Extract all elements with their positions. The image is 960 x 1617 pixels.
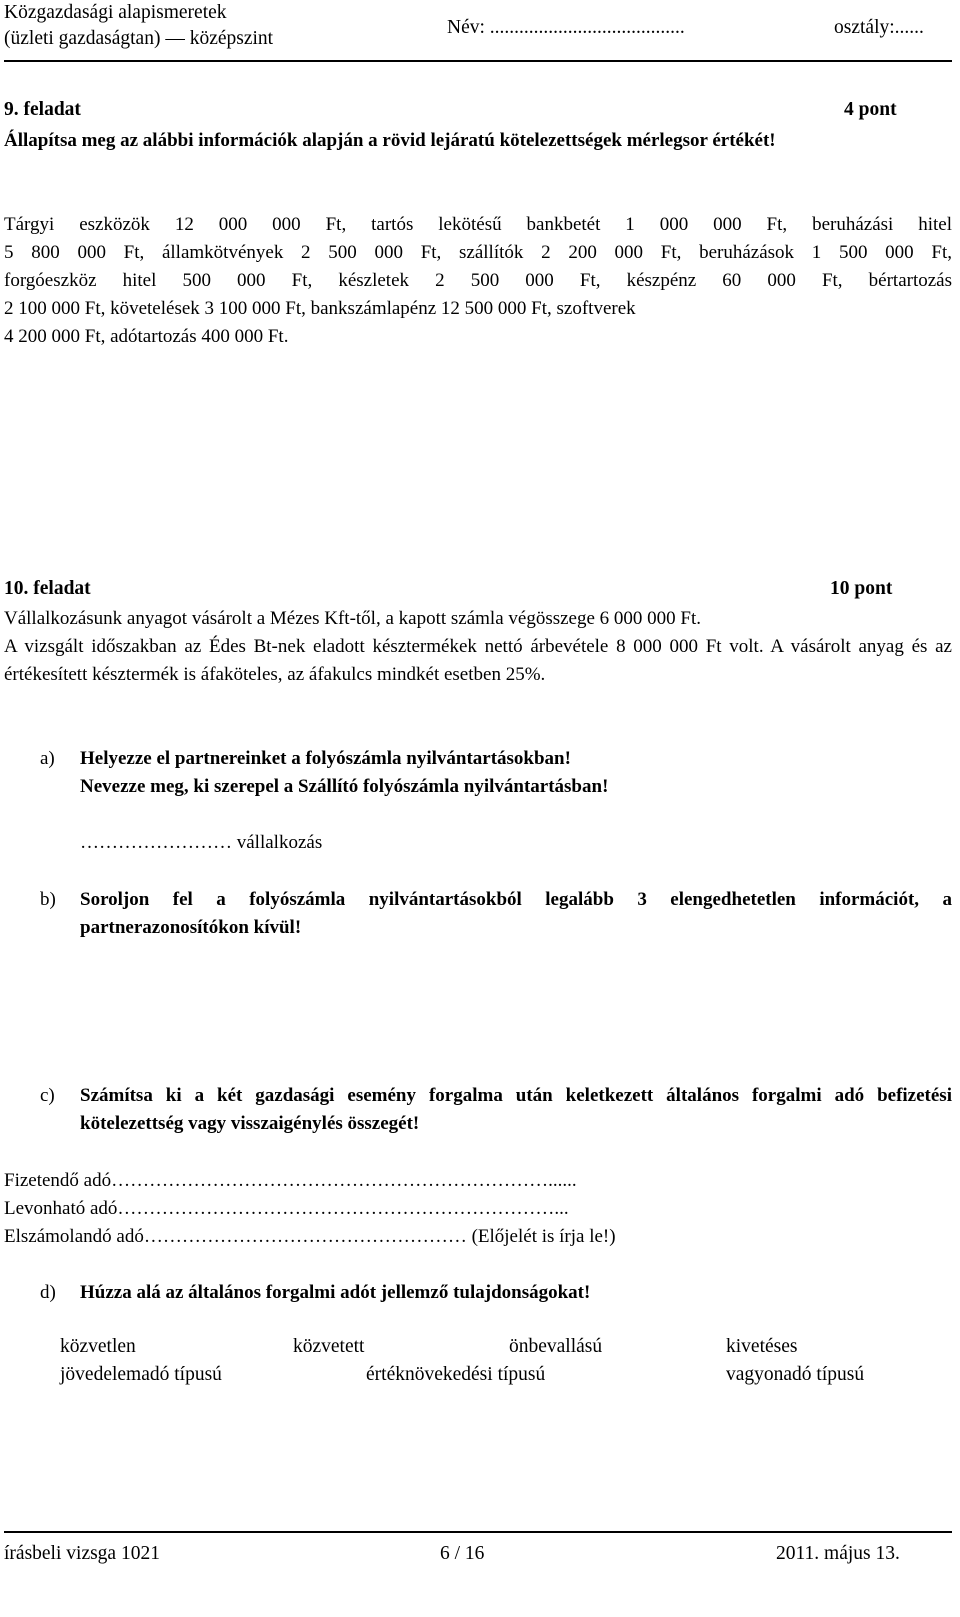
footer-page-number: 6 / 16: [440, 1543, 485, 1564]
item-c-text: Számítsa ki a két gazdasági esemény forgalma után keletkezett általános forgalmi adó befizetési kötelezettség vagy visszaigénylés összegét!: [80, 1085, 952, 1134]
task10-points: 10 pont: [830, 578, 893, 599]
item-a-line2: Nevezze meg, ki szerepel a Szállító folyószámla nyilvántartásban!: [80, 776, 609, 797]
task9-data-line: 2 100 000 Ft, követelések 3 100 000 Ft, bankszámlapénz 12 500 000 Ft, szoftverek: [4, 298, 636, 319]
item-b-text: Soroljon fel a folyószámla nyilvántartásokból legalább 3 elengedhetetlen információt, a partnerazonosítókon kívül!: [80, 889, 952, 938]
option-word: önbevallású: [509, 1336, 603, 1357]
task10-item-b: [40, 886, 952, 942]
item-b-label: b): [40, 889, 56, 910]
task9-data-line: Tárgyi eszközök 12 000 000 Ft, tartós lekötésű bankbetét 1 000 000 Ft, beruházási hitel: [4, 214, 952, 235]
task9-title: 9. feladat: [4, 99, 81, 120]
subject-title: [4, 0, 273, 52]
subject-line-1: Közgazdasági alapismeretek: [4, 2, 227, 23]
task10-item-d: [40, 1279, 952, 1307]
tax-payable-line: Fizetendő adó……………………………………………………………......: [4, 1170, 577, 1191]
task10-title: 10. feladat: [4, 578, 91, 599]
option-word: jövedelemadó típusú: [60, 1364, 222, 1385]
item-a-line1: Helyezze el partnereinket a folyószámla nyilvántartásokban!: [80, 748, 571, 769]
task9-data-line: 4 200 000 Ft, adótartozás 400 000 Ft.: [4, 326, 289, 347]
option-word: közvetett: [293, 1336, 365, 1357]
task9-data-line: forgóeszköz hitel 500 000 Ft, készletek 2 500 000 Ft, készpénz 60 000 Ft, bértartozás: [4, 270, 952, 291]
task9-instruction: Állapítsa meg az alábbi információk alapján a rövid lejáratú kötelezettségek mérlegsor értékét!: [4, 130, 776, 151]
item-d-label: d): [40, 1282, 56, 1303]
option-word: közvetlen: [60, 1336, 136, 1357]
option-word: vagyonadó típusú: [726, 1364, 865, 1385]
option-word: értéknövekedési típusú: [366, 1364, 546, 1385]
footer-exam: írásbeli vizsga 1021: [4, 1543, 160, 1564]
task9-data-line: 5 800 000 Ft, államkötvények 2 500 000 Ft, szállítók 2 200 000 Ft, beruházások 1 500 000 Ft,: [4, 242, 952, 263]
option-word: kivetéses: [726, 1336, 798, 1357]
item-a-answer-blank: …………………… vállalkozás: [80, 832, 323, 853]
subject-line-2: (üzleti gazdaságtan) — középszint: [4, 28, 274, 49]
class-field: osztály:......: [834, 17, 924, 38]
tax-deductible-line: Levonható adó……………………………………………………………...: [4, 1198, 569, 1219]
task10-intro-line1: Vállalkozásunk anyagot vásárolt a Mézes Kft-től, a kapott számla végösszege 6 000 000 Ft.: [4, 608, 701, 629]
header-divider: [4, 60, 952, 62]
item-c-label: c): [40, 1085, 55, 1106]
footer-divider: [4, 1531, 952, 1533]
tax-settlement-line: Elszámolandó adó…………………………………………… (Előjelét is írja le!): [4, 1226, 616, 1247]
item-d-text: Húzza alá az általános forgalmi adót jellemző tulajdonságokat!: [80, 1282, 591, 1303]
footer-date: 2011. május 13.: [776, 1543, 900, 1564]
task9-points: 4 pont: [844, 99, 897, 120]
task10-intro-rest: A vizsgált időszakban az Édes Bt-nek eladott késztermékek nettó árbevétele 8 000 000 Ft volt. A vásárolt anyag és az értékesített késztermék is áfaköteles, az áfakulcs mindkét esetben 25%.: [4, 636, 952, 685]
name-field: Név: ........................................: [447, 17, 685, 38]
task10-item-c: [40, 1082, 952, 1138]
item-a-label: a): [40, 748, 55, 769]
